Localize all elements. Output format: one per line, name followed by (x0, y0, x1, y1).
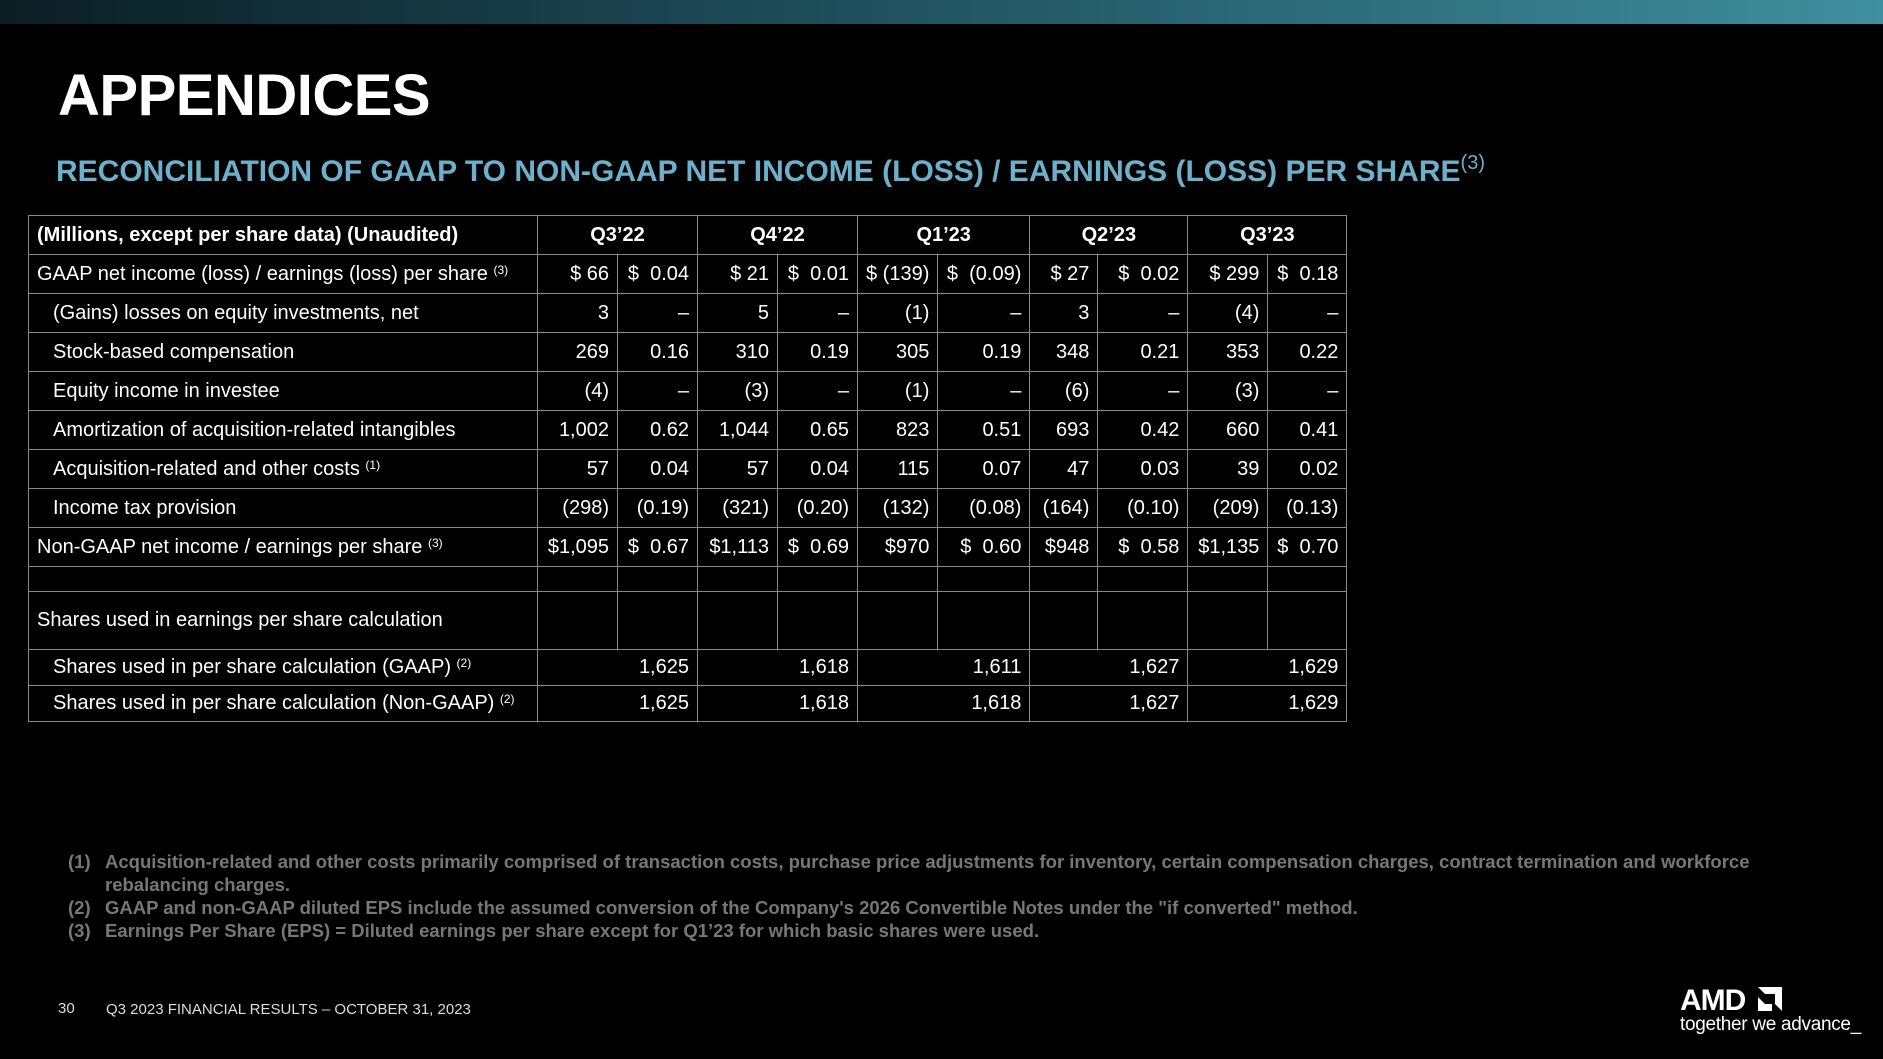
per-share-cell: 0.21 (1098, 333, 1188, 372)
shares-heading: Shares used in earnings per share calculation (29, 592, 538, 650)
footnote-number: (1) (68, 851, 91, 872)
shares-cell: 1,625 (538, 686, 698, 722)
row-label-text: Non-GAAP net income / earnings per share (37, 535, 423, 558)
amount-cell: $1,095 (538, 528, 618, 567)
amount-cell: $ 66 (538, 255, 618, 294)
blank-cell (858, 567, 938, 592)
amount-cell: (3) (1188, 372, 1268, 411)
table-row (29, 411, 1347, 450)
blank-cell (778, 567, 858, 592)
amount-cell: 348 (1030, 333, 1098, 372)
blank-cell (1030, 567, 1098, 592)
per-share-cell: $ 0.18 (1268, 255, 1347, 294)
per-share-cell: 0.16 (618, 333, 698, 372)
blank-cell (858, 592, 938, 650)
per-share-cell: – (1268, 294, 1347, 333)
amount-cell: $1,113 (698, 528, 778, 567)
amount-cell: (1) (858, 372, 938, 411)
per-share-cell: $ 0.70 (1268, 528, 1347, 567)
footnote-text: GAAP and non-GAAP diluted EPS include the assumed conversion of the Company's 2026 Convertible Notes under the "if converted" method. (105, 897, 1358, 918)
per-share-cell: $ 0.60 (938, 528, 1030, 567)
blank-cell (698, 592, 778, 650)
shares-cell: 1,629 (1188, 650, 1347, 686)
per-share-cell: 0.03 (1098, 450, 1188, 489)
share-row (29, 686, 1347, 722)
row-label-text: Shares used in per share calculation (GAAP) (53, 656, 451, 678)
shares-cell: 1,611 (858, 650, 1030, 686)
footnote-ref: (3) (493, 262, 509, 277)
footnote (68, 850, 1768, 896)
quarter-header: Q2’23 (1030, 216, 1188, 255)
quarter-header: Q1’23 (858, 216, 1030, 255)
blank-cell (618, 592, 698, 650)
per-share-cell: – (618, 372, 698, 411)
per-share-cell: 0.19 (938, 333, 1030, 372)
amount-cell: 305 (858, 333, 938, 372)
per-share-cell: 0.02 (1268, 450, 1347, 489)
footnote (68, 919, 1768, 942)
blank-cell (778, 592, 858, 650)
per-share-cell: $ 0.04 (618, 255, 698, 294)
per-share-cell: 0.51 (938, 411, 1030, 450)
blank-cell (1268, 592, 1347, 650)
footnote-ref: (2) (499, 692, 515, 706)
per-share-cell: (0.19) (618, 489, 698, 528)
footer-text: Q3 2023 FINANCIAL RESULTS – OCTOBER 31, 2023 (106, 1001, 471, 1018)
per-share-cell: (0.13) (1268, 489, 1347, 528)
per-share-cell: $ (0.09) (938, 255, 1030, 294)
top-accent-bar (0, 0, 1883, 24)
shares-cell: 1,629 (1188, 686, 1347, 722)
per-share-cell: $ 0.58 (1098, 528, 1188, 567)
per-share-cell: – (778, 294, 858, 333)
tagline: together we advance_ (1680, 1014, 1861, 1035)
page-subtitle (56, 152, 1485, 189)
amount-cell: 310 (698, 333, 778, 372)
footnote-number: (3) (68, 920, 91, 941)
row-label-text: Amortization of acquisition-related intangibles (53, 418, 456, 441)
blank-cell (938, 567, 1030, 592)
per-share-cell: – (778, 372, 858, 411)
amount-cell: $970 (858, 528, 938, 567)
footnote-number: (2) (68, 897, 91, 918)
per-share-cell: (0.20) (778, 489, 858, 528)
amount-cell: (298) (538, 489, 618, 528)
table-body (29, 255, 1347, 567)
logo-wordmark: AMD (1680, 984, 1746, 1017)
row-label (29, 686, 538, 722)
per-share-cell: 0.04 (778, 450, 858, 489)
amount-cell: 3 (538, 294, 618, 333)
row-label (29, 255, 538, 294)
blank-cell (938, 592, 1030, 650)
shares-heading-row (29, 592, 1347, 650)
footnote-ref: (3) (427, 535, 443, 550)
table-row (29, 294, 1347, 333)
per-share-cell: 0.19 (778, 333, 858, 372)
row-label-text: Stock-based compensation (53, 340, 295, 363)
row-label (29, 411, 538, 450)
per-share-cell: – (618, 294, 698, 333)
footnote-text: Earnings Per Share (EPS) = Diluted earnings per share except for Q1’23 for which basic shares were used. (105, 920, 1040, 941)
per-share-cell: – (1268, 372, 1347, 411)
reconciliation-table (28, 215, 1347, 722)
amount-cell: $ 21 (698, 255, 778, 294)
blank-cell (1268, 567, 1347, 592)
amount-cell: $ (139) (858, 255, 938, 294)
table-row (29, 528, 1347, 567)
amount-cell: 39 (1188, 450, 1268, 489)
row-label (29, 294, 538, 333)
shares-cell: 1,627 (1030, 686, 1188, 722)
per-share-cell: – (938, 294, 1030, 333)
page-title: APPENDICES (58, 63, 431, 128)
table-row (29, 450, 1347, 489)
blank-cell (618, 567, 698, 592)
blank-cell (538, 592, 618, 650)
footnote-ref: (1) (365, 457, 381, 472)
blank-cell (1030, 592, 1098, 650)
footnotes (68, 850, 1768, 942)
amount-cell: (4) (538, 372, 618, 411)
row-label-text: Shares used in per share calculation (Non-GAAP) (53, 692, 495, 714)
share-row (29, 650, 1347, 686)
blank-cell (698, 567, 778, 592)
row-label (29, 450, 538, 489)
per-share-cell: $ 0.67 (618, 528, 698, 567)
amount-cell: $948 (1030, 528, 1098, 567)
amount-cell: (4) (1188, 294, 1268, 333)
table-row (29, 372, 1347, 411)
per-share-cell: 0.42 (1098, 411, 1188, 450)
per-share-cell: – (1098, 294, 1188, 333)
blank-cell (1098, 567, 1188, 592)
row-label (29, 333, 538, 372)
amount-cell: $ 27 (1030, 255, 1098, 294)
table-row (29, 333, 1347, 372)
amount-cell: 1,002 (538, 411, 618, 450)
per-share-cell: $ 0.01 (778, 255, 858, 294)
amount-cell: 269 (538, 333, 618, 372)
amount-cell: $1,135 (1188, 528, 1268, 567)
shares-cell: 1,618 (858, 686, 1030, 722)
amount-cell: 57 (698, 450, 778, 489)
row-label-text: (Gains) losses on equity investments, net (53, 301, 419, 324)
blank-cell (538, 567, 618, 592)
subtitle-footnote-ref: (3) (1460, 152, 1485, 174)
per-share-cell: (0.10) (1098, 489, 1188, 528)
amount-cell: (209) (1188, 489, 1268, 528)
amount-cell: 5 (698, 294, 778, 333)
amount-cell: (6) (1030, 372, 1098, 411)
table-row (29, 255, 1347, 294)
amount-cell: (132) (858, 489, 938, 528)
quarter-header: Q3’23 (1188, 216, 1347, 255)
per-share-cell: 0.22 (1268, 333, 1347, 372)
blank-cell (1098, 592, 1188, 650)
per-share-cell: (0.08) (938, 489, 1030, 528)
row-label-text: Equity income in investee (53, 379, 280, 402)
row-label-text: GAAP net income (loss) / earnings (loss) per share (37, 262, 488, 285)
table-header-row (29, 216, 1347, 255)
amount-cell: 660 (1188, 411, 1268, 450)
per-share-cell: $ 0.69 (778, 528, 858, 567)
amount-cell: (1) (858, 294, 938, 333)
subtitle-text: RECONCILIATION OF GAAP TO NON-GAAP NET INCOME (LOSS) / EARNINGS (LOSS) PER SHARE (56, 155, 1461, 188)
row-label-text: Acquisition-related and other costs (53, 457, 360, 480)
blank-cell (1188, 592, 1268, 650)
shares-cell: 1,618 (698, 686, 858, 722)
table-header-label: (Millions, except per share data) (Unaudited) (29, 216, 538, 255)
row-label (29, 372, 538, 411)
footnote-text: Acquisition-related and other costs primarily comprised of transaction costs, purchase price adjustments for inventory, certain compensation charges, contract termination and workforce rebalancing charges. (105, 851, 1750, 895)
per-share-cell: $ 0.02 (1098, 255, 1188, 294)
table-row (29, 489, 1347, 528)
footnote-ref: (2) (456, 656, 472, 670)
quarter-header: Q3’22 (538, 216, 698, 255)
share-rows (29, 650, 1347, 722)
row-label (29, 489, 538, 528)
per-share-cell: – (938, 372, 1030, 411)
per-share-cell: 0.65 (778, 411, 858, 450)
per-share-cell: – (1098, 372, 1188, 411)
shares-cell: 1,625 (538, 650, 698, 686)
per-share-cell: 0.04 (618, 450, 698, 489)
page-number: 30 (58, 1000, 75, 1017)
amount-cell: 47 (1030, 450, 1098, 489)
per-share-cell: 0.62 (618, 411, 698, 450)
per-share-cell: 0.41 (1268, 411, 1347, 450)
row-label (29, 650, 538, 686)
amount-cell: 115 (858, 450, 938, 489)
amount-cell: 3 (1030, 294, 1098, 333)
per-share-cell: 0.07 (938, 450, 1030, 489)
amount-cell: 353 (1188, 333, 1268, 372)
amount-cell: (164) (1030, 489, 1098, 528)
row-label-text: Income tax provision (53, 496, 237, 519)
shares-cell: 1,618 (698, 650, 858, 686)
amount-cell: (321) (698, 489, 778, 528)
blank-cell (1188, 567, 1268, 592)
amount-cell: 57 (538, 450, 618, 489)
amount-cell: (3) (698, 372, 778, 411)
amount-cell: $ 299 (1188, 255, 1268, 294)
shares-section (29, 567, 1347, 650)
blank-cell (29, 567, 538, 592)
row-label (29, 528, 538, 567)
amount-cell: 693 (1030, 411, 1098, 450)
blank-row (29, 567, 1347, 592)
amd-arrow-icon (1758, 987, 1782, 1011)
footnote (68, 896, 1768, 919)
amount-cell: 1,044 (698, 411, 778, 450)
amount-cell: 823 (858, 411, 938, 450)
quarter-header: Q4’22 (698, 216, 858, 255)
shares-cell: 1,627 (1030, 650, 1188, 686)
